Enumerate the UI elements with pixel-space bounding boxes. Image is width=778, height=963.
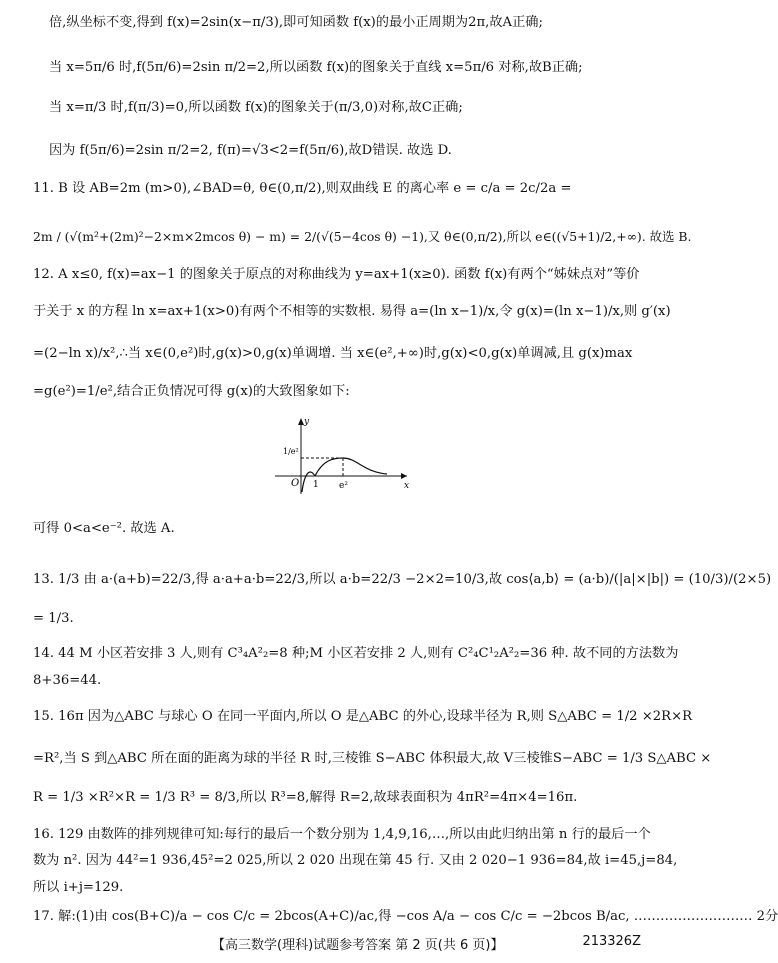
x-axis-label: x [404,481,410,491]
text-line: 于关于 x 的方程 ln x=ax+1(x>0)有两个不相等的实数根. 易得 a=(ln x−1)/x,令 g(x)=(ln x−1)/x,则 g′(x) [33,304,671,319]
origin-label: O [291,478,300,489]
text-line: =R²,当 S 到△ABC 所在面的距离为球的半径 R 时,三棱锥 S−ABC 体积最大,故 V三棱锥S−ABC = 1/3 S△ABC × [33,751,712,766]
tick-x1-label: 1 [313,480,319,490]
answer-17-line: 17. 解:(1)由 cos(B+C)/a − cos C/c = 2bcos(A+C)/ac,得 −cos A/a − cos C/c = −2bcos B/ac, ……………………… 2分 [33,909,778,924]
answer-11-line: 11. B 设 AB=2m (m>0),∠BAD=θ, θ∈(0,π/2),则双曲线 E 的离心率 e = c/a = 2c/2a = [33,181,572,196]
answer-16-line: 16. 129 由数阵的排列规律可知:每行的最后一个数分别为 1,4,9,16,…,所以由此归纳出第 n 行的最后一个 [33,827,651,842]
text-line: 所以 i+j=129. [33,880,124,895]
x-axis-arrow [401,473,407,479]
text-line: =(2−ln x)/x²,∴当 x∈(0,e²)时,g(x)>0,g(x)单调增. 当 x∈(e²,+∞)时,g(x)<0,g(x)单调减,且 g(x)max [33,346,633,361]
answer-13-line: 13. 1/3 由 a·(a+b)=22/3,得 a·a+a·b=22/3,所以 a·b=22/3 −2×2=10/3,故 cos⟨a,b⟩ = (a·b)/(|a|×|b|) = (10/3)/(2×5) [33,572,772,587]
text-line: =g(e²)=1/e²,结合正负情况可得 g(x)的大致图象如下: [33,384,350,399]
answer-11-formula: 2m / (√(m²+(2m)²−2×m×2mcos θ) − m) = 2/(√(5−4cos θ) −1),又 θ∈(0,π/2),所以 e∈((√5+1)/2,+∞). 故选 B. [33,229,692,244]
y-axis-label: y [304,417,310,427]
footer-code: 213326Z [582,934,641,949]
footer-title: 【高三数学(理科)试题参考答案 第 2 页(共 6 页)】 [212,938,504,953]
text-line: = 1/3. [33,611,74,626]
answer-14-line: 14. 44 M 小区若安排 3 人,则有 C³₄A²₂=8 种;M 小区若安排 2 人,则有 C²₄C¹₂A²₂=36 种. 故不同的方法数为 [33,646,679,661]
text-line: 可得 0<a<e⁻². 故选 A. [33,521,175,536]
text-line: R = 1/3 ×R²×R = 1/3 R³ = 8/3,所以 R³=8,解得 R=2,故球表面积为 4πR²=4π×4=16π. [33,790,578,805]
text-line: 8+36=44. [33,673,102,688]
text-line: 当 x=π/3 时,f(π/3)=0,所以函数 f(x)的图象关于(π/3,0)对称,故C正确; [49,100,463,115]
function-graph [271,414,411,496]
tick-x2-label: e² [339,481,348,491]
answer-12-line: 12. A x≤0, f(x)=ax−1 的图象关于原点的对称曲线为 y=ax+1(x≥0). 函数 f(x)有两个“姊妹点对”等价 [33,267,640,282]
text-line: 倍,纵坐标不变,得到 f(x)=2sin(x−π/3),即可知函数 f(x)的最小正周期为2π,故A正确; [49,15,543,30]
text-line: 因为 f(5π/6)=2sin π/2=2, f(π)=√3<2=f(5π/6),故D错误. 故选 D. [49,143,452,158]
text-line: 当 x=5π/6 时,f(5π/6)=2sin π/2=2,所以函数 f(x)的图象关于直线 x=5π/6 对称,故B正确; [49,60,583,75]
tick-y-label: 1/e² [283,447,299,456]
text-line: 数为 n². 因为 44²=1 936,45²=2 025,所以 2 020 出现在第 45 行. 又由 2 020−1 936=84,故 i=45,j=84, [33,853,678,868]
answer-15-line: 15. 16π 因为△ABC 与球心 O 在同一平面内,所以 O 是△ABC 的外心,设球半径为 R,则 S△ABC = 1/2 ×2R×R [33,709,693,724]
